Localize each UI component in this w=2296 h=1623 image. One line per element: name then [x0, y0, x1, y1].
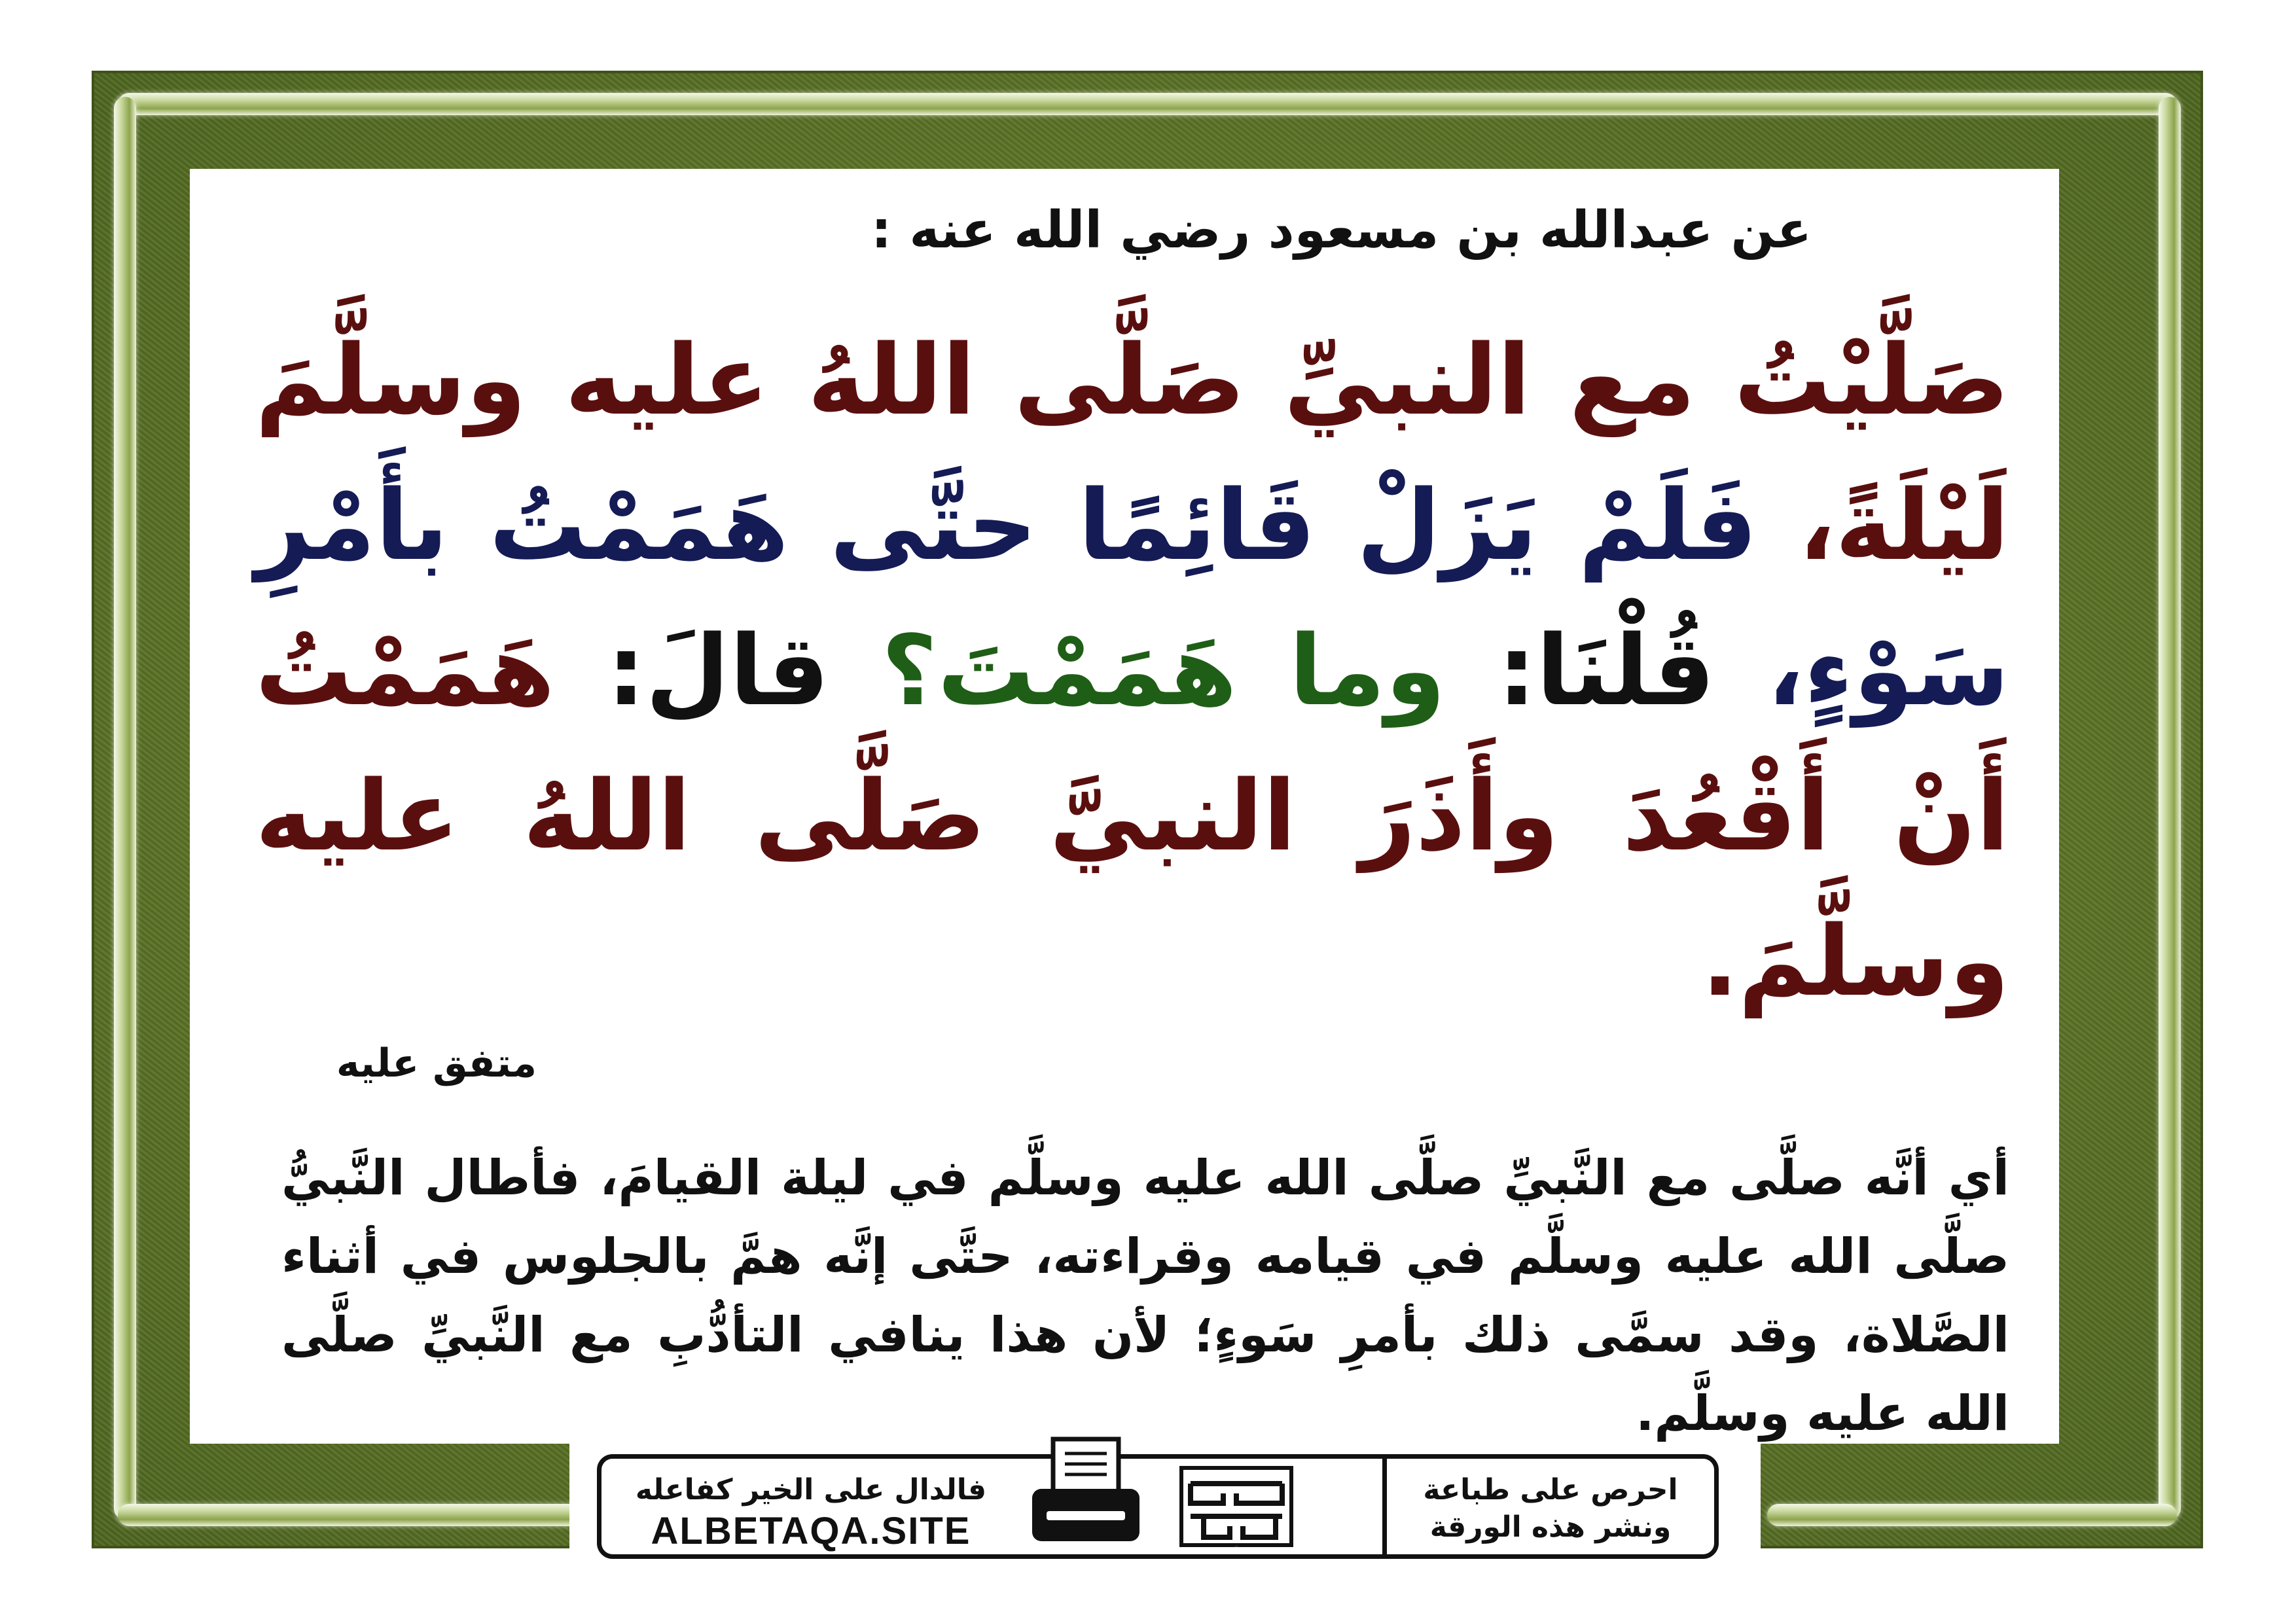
frame-bevel-bottom-right: [1767, 1504, 2177, 1526]
frame-bevel-top: [118, 93, 2177, 115]
footer-bar: [597, 1454, 1719, 1559]
frame-bevel-left: [114, 97, 136, 1520]
footer-print-call: [1382, 1459, 1714, 1554]
hadith-part-4: وما هَمَمْتَ؟: [829, 615, 1446, 727]
logo-text: دعوة الورقة: [1234, 1546, 1238, 1547]
explanation-text: أي أنَّه صلَّى مع النَّبيِّ صلَّى الله عليه وسلَّم في ليلة القيامَ، فأطال النَّبيُّ صلَّى الله عليه وسلَّم في قيامه وقراءته، حتَّى إنَّه همَّ بالجلوس في أثناء الصَّلاة، وقد سمَّى ذلك بأمرِ سَوءٍ؛ لأن هذا ينافي التأدُّبِ مع النَّبيِّ صلَّى الله عليه وسلَّم.: [281, 1150, 2009, 1442]
hadith-part-3: قُلْنَا:: [1445, 615, 1715, 727]
footer-print-line1: احرص على طباعة: [1423, 1473, 1678, 1507]
footer-print-line2: ونشر هذه الورقة: [1429, 1510, 1672, 1544]
footer-website: [601, 1459, 1020, 1554]
hadith-part-2: فَلَمْ يَزَلْ قَائِمًا حتَّى هَمَمْتُ بأَمْرِ سَوْءٍ،: [255, 469, 2009, 727]
footer-url[interactable]: ALBETAQA.SITE: [651, 1510, 971, 1552]
hadith-part-6: هَمَمْتُ أَنْ أَقْعُدَ وأَذَرَ النبيَّ صَلَّى اللهُ عليه وسلَّمَ.: [255, 615, 2009, 1018]
hadith-text: [255, 308, 2009, 1034]
daawa-logo: [1177, 1464, 1295, 1549]
frame-bevel-bottom-left: [118, 1504, 628, 1526]
hadith-source: متفق عليه: [336, 1041, 537, 1086]
hadith-part-5: قالَ:: [554, 615, 830, 727]
narrator-intro: عن عبدالله بن مسعود رضي الله عنه :: [871, 201, 1812, 260]
frame-bevel-right: [2159, 97, 2181, 1520]
footer-slogan: فالدال على الخير كفاعله: [635, 1473, 987, 1507]
hadith-part-1: صَلَّيْتُ مع النبيِّ صَلَّى اللهُ عليه وسلَّمَ لَيْلَةً،: [255, 324, 2010, 582]
printer-icon: [1027, 1433, 1145, 1557]
